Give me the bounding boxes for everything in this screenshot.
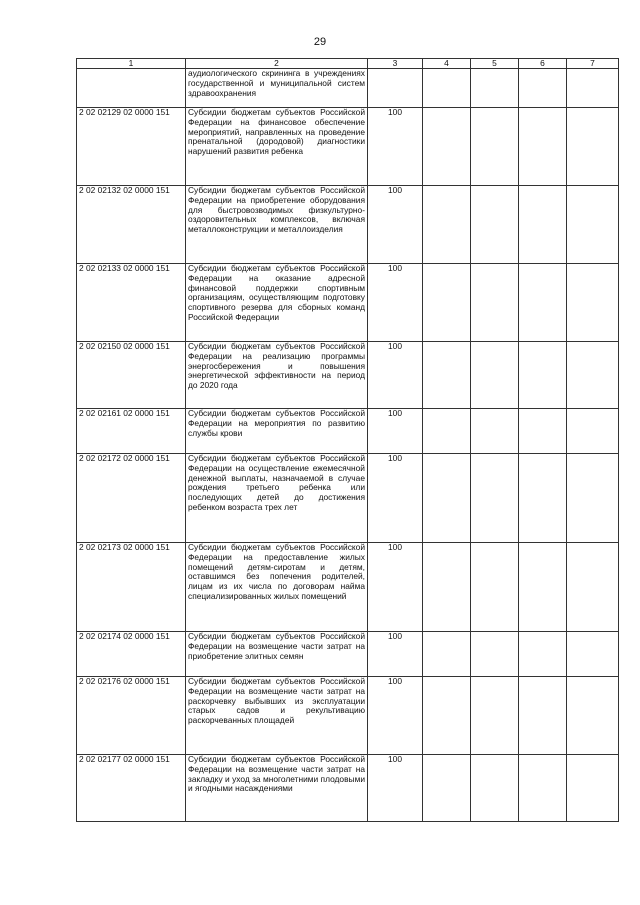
budget-code-cell: 2 02 02177 02 0000 151 bbox=[77, 755, 186, 822]
value-cell-col-6 bbox=[519, 186, 567, 264]
value-cell-col-4 bbox=[423, 409, 471, 454]
value-cell-col-3: 100 bbox=[368, 677, 423, 755]
table-row bbox=[77, 632, 619, 677]
value-cell-col-7 bbox=[567, 454, 619, 543]
value-cell-col-4 bbox=[423, 543, 471, 632]
value-cell-col-4 bbox=[423, 342, 471, 409]
value-cell-col-6 bbox=[519, 543, 567, 632]
budget-code-cell: 2 02 02133 02 0000 151 bbox=[77, 264, 186, 342]
value-cell-col-5 bbox=[471, 632, 519, 677]
value-cell-col-3: 100 bbox=[368, 186, 423, 264]
value-cell-col-7 bbox=[567, 409, 619, 454]
value-cell-col-6 bbox=[519, 108, 567, 186]
value-cell-col-7 bbox=[567, 755, 619, 822]
value-cell-col-4 bbox=[423, 632, 471, 677]
value-cell-col-4 bbox=[423, 69, 471, 108]
value-cell-col-5 bbox=[471, 186, 519, 264]
description-cell: Субсидии бюджетам субъектов Российской Федерации на возмещение части затрат на закладку и уход за многолетними плодовыми и ягодными насаждениями bbox=[186, 755, 368, 822]
value-cell-col-5 bbox=[471, 454, 519, 543]
column-header-3: 3 bbox=[368, 59, 423, 69]
table-row bbox=[77, 186, 619, 264]
budget-code-cell: 2 02 02129 02 0000 151 bbox=[77, 108, 186, 186]
table-row bbox=[77, 342, 619, 409]
value-cell-col-3: 100 bbox=[368, 632, 423, 677]
column-header-5: 5 bbox=[471, 59, 519, 69]
value-cell-col-5 bbox=[471, 755, 519, 822]
value-cell-col-6 bbox=[519, 755, 567, 822]
value-cell-col-4 bbox=[423, 108, 471, 186]
value-cell-col-6 bbox=[519, 454, 567, 543]
table-row bbox=[77, 543, 619, 632]
value-cell-col-4 bbox=[423, 454, 471, 543]
value-cell-col-5 bbox=[471, 342, 519, 409]
value-cell-col-4 bbox=[423, 264, 471, 342]
value-cell-col-4 bbox=[423, 755, 471, 822]
table-row bbox=[77, 409, 619, 454]
column-header-6: 6 bbox=[519, 59, 567, 69]
value-cell-col-4 bbox=[423, 677, 471, 755]
value-cell-col-7 bbox=[567, 69, 619, 108]
value-cell-col-3: 100 bbox=[368, 755, 423, 822]
value-cell-col-3: 100 bbox=[368, 543, 423, 632]
budget-code-cell: 2 02 02173 02 0000 151 bbox=[77, 543, 186, 632]
description-cell: Субсидии бюджетам субъектов Российской Федерации на оказание адресной финансовой поддержки спортивным организациям, осуществляющим подготовку спортивного резерва для сборных команд Российской Федерации bbox=[186, 264, 368, 342]
value-cell-col-5 bbox=[471, 409, 519, 454]
description-cell: Субсидии бюджетам субъектов Российской Федерации на осуществление ежемесячной денежной выплаты, назначаемой в случае рождения третьего ребенка или последующих детей до достижения ребенком возраста трех лет bbox=[186, 454, 368, 543]
description-cell: аудиологического скрининга в учреждениях государственной и муниципальной систем здравоохранения bbox=[186, 69, 368, 108]
value-cell-col-3: 100 bbox=[368, 409, 423, 454]
value-cell-col-3: 100 bbox=[368, 454, 423, 543]
value-cell-col-3: 100 bbox=[368, 264, 423, 342]
value-cell-col-6 bbox=[519, 677, 567, 755]
budget-code-cell: 2 02 02176 02 0000 151 bbox=[77, 677, 186, 755]
value-cell-col-6 bbox=[519, 409, 567, 454]
description-cell: Субсидии бюджетам субъектов Российской Федерации на приобретение оборудования для быстровозводимых физкультурно-оздоровительных комплексов, включая металлоконструкции и металлоизделия bbox=[186, 186, 368, 264]
description-cell: Субсидии бюджетам субъектов Российской Федерации на возмещение части затрат на раскорчевку выбывших из эксплуатации старых садов и рекультивацию раскорчеванных площадей bbox=[186, 677, 368, 755]
budget-code-cell: 2 02 02161 02 0000 151 bbox=[77, 409, 186, 454]
column-header-1: 1 bbox=[77, 59, 186, 69]
description-cell: Субсидии бюджетам субъектов Российской Федерации на финансовое обеспечение мероприятий, направленных на проведение пренатальной (дородовой) диагностики нарушений развития ребенка bbox=[186, 108, 368, 186]
value-cell-col-6 bbox=[519, 69, 567, 108]
table-row bbox=[77, 108, 619, 186]
page-number: 29 bbox=[313, 36, 327, 48]
budget-code-cell: 2 02 02132 02 0000 151 bbox=[77, 186, 186, 264]
value-cell-col-3: 100 bbox=[368, 108, 423, 186]
table-row bbox=[77, 755, 619, 822]
budget-code-cell: 2 02 02172 02 0000 151 bbox=[77, 454, 186, 543]
budget-code-cell: 2 02 02174 02 0000 151 bbox=[77, 632, 186, 677]
value-cell-col-7 bbox=[567, 342, 619, 409]
table-header-row bbox=[77, 59, 619, 69]
value-cell-col-5 bbox=[471, 69, 519, 108]
value-cell-col-6 bbox=[519, 264, 567, 342]
value-cell-col-3 bbox=[368, 69, 423, 108]
value-cell-col-3: 100 bbox=[368, 342, 423, 409]
value-cell-col-5 bbox=[471, 108, 519, 186]
value-cell-col-7 bbox=[567, 677, 619, 755]
description-cell: Субсидии бюджетам субъектов Российской Федерации на предоставление жилых помещений детям-сиротам и детям, оставшимся без попечения родителей, лицам из их числа по договорам найма специализированных жилых помещений bbox=[186, 543, 368, 632]
value-cell-col-5 bbox=[471, 543, 519, 632]
description-cell: Субсидии бюджетам субъектов Российской Федерации на мероприятия по развитию службы крови bbox=[186, 409, 368, 454]
budget-table bbox=[76, 58, 619, 822]
column-header-4: 4 bbox=[423, 59, 471, 69]
value-cell-col-7 bbox=[567, 264, 619, 342]
description-cell: Субсидии бюджетам субъектов Российской Федерации на возмещение части затрат на приобретение элитных семян bbox=[186, 632, 368, 677]
table-row bbox=[77, 264, 619, 342]
value-cell-col-6 bbox=[519, 632, 567, 677]
value-cell-col-7 bbox=[567, 186, 619, 264]
table-row bbox=[77, 677, 619, 755]
value-cell-col-7 bbox=[567, 543, 619, 632]
value-cell-col-6 bbox=[519, 342, 567, 409]
budget-code-cell bbox=[77, 69, 186, 108]
table-row bbox=[77, 454, 619, 543]
value-cell-col-7 bbox=[567, 108, 619, 186]
value-cell-col-4 bbox=[423, 186, 471, 264]
budget-code-cell: 2 02 02150 02 0000 151 bbox=[77, 342, 186, 409]
value-cell-col-7 bbox=[567, 632, 619, 677]
column-header-7: 7 bbox=[567, 59, 619, 69]
value-cell-col-5 bbox=[471, 677, 519, 755]
description-cell: Субсидии бюджетам субъектов Российской Федерации на реализацию программы энергосбережения и повышения энергетической эффективности на период до 2020 года bbox=[186, 342, 368, 409]
value-cell-col-5 bbox=[471, 264, 519, 342]
column-header-2: 2 bbox=[186, 59, 368, 69]
table-row bbox=[77, 69, 619, 108]
